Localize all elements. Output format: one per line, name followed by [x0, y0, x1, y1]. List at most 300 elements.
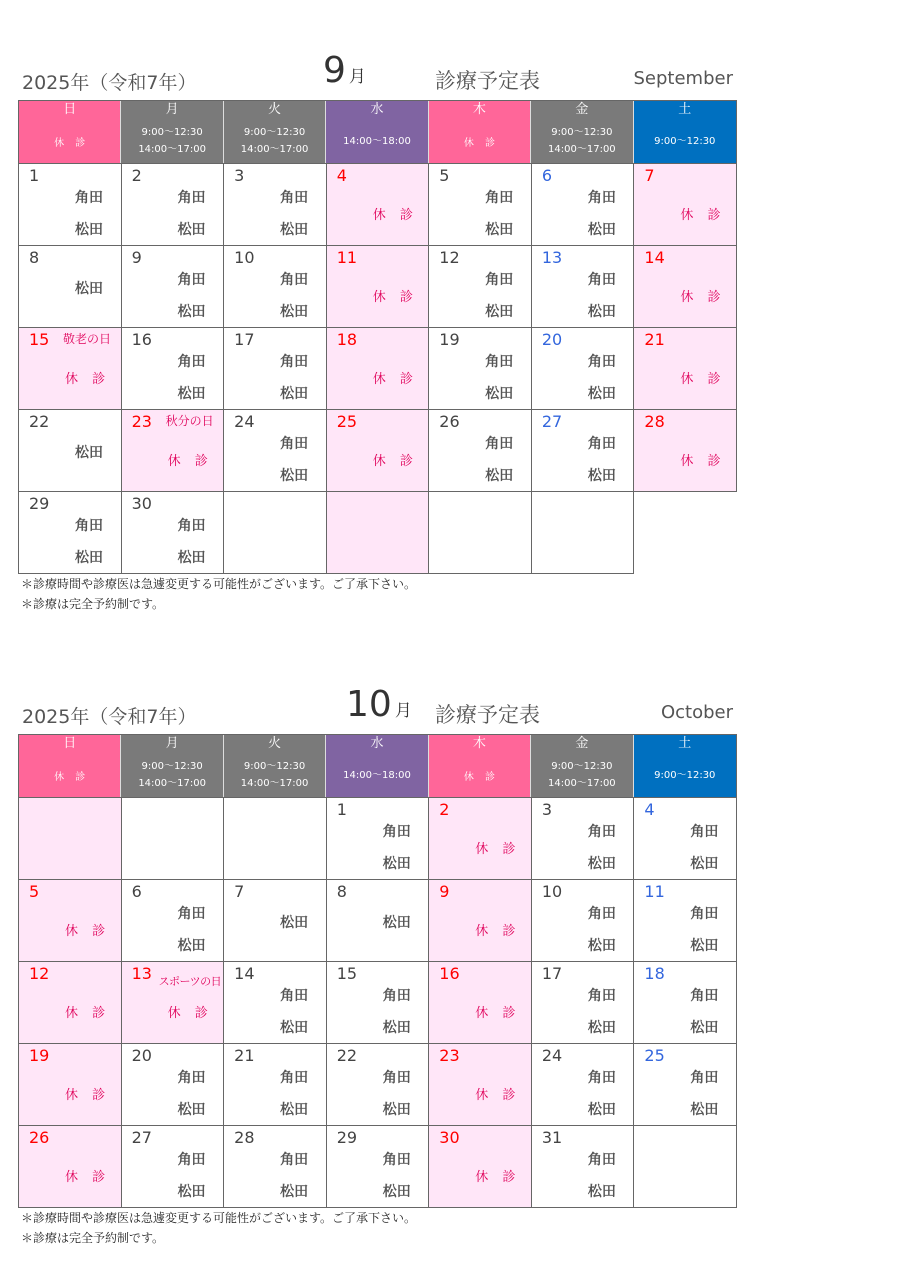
doctor-list: [383, 1144, 411, 1208]
day-cell: [532, 246, 635, 328]
calendar-september: [18, 40, 737, 614]
day-cell: [122, 962, 225, 1044]
weekday-hours: [224, 119, 325, 163]
doctor-name: 角田: [587, 1152, 616, 1168]
closed-label: 休 診: [372, 208, 418, 223]
day-cell: [122, 1044, 225, 1126]
doctor-name: 松田: [280, 915, 309, 931]
day-cell: [19, 880, 122, 962]
weekday-name: 金: [575, 102, 589, 117]
day-number: 28: [644, 412, 665, 431]
day-cell: [224, 1126, 327, 1208]
doctor-name: 松田: [177, 222, 206, 238]
doctor-list: [588, 898, 616, 962]
day-number: 12: [29, 964, 50, 983]
day-number: 28: [234, 1128, 255, 1147]
closed-label: 休 診: [680, 372, 726, 387]
day-number: 16: [439, 964, 460, 983]
doctor-name: 松田: [587, 386, 616, 402]
day-number: 11: [336, 248, 358, 267]
day-number: 30: [131, 494, 152, 513]
day-number: 16: [131, 330, 152, 349]
day-number: 7: [234, 882, 245, 901]
weekday-name: 月: [165, 102, 179, 117]
doctor-list: [280, 1062, 308, 1126]
hours-range: 9:00～12:30: [654, 135, 716, 147]
day-number: 15: [29, 330, 50, 349]
month-suffix: 月: [348, 67, 366, 87]
day-cell: [532, 410, 635, 492]
day-cell: [19, 1044, 122, 1126]
weekday-name: 木: [472, 102, 486, 117]
weekday-closed: 休 診: [54, 771, 90, 783]
day-cell: [122, 246, 225, 328]
doctor-list: [280, 182, 308, 246]
closed-label: 休 診: [372, 454, 418, 469]
empty-cell: [122, 798, 225, 880]
day-cell: [224, 164, 327, 246]
day-cell: [19, 328, 122, 410]
doctor-name: 松田: [382, 1020, 411, 1036]
weekday-hours: [634, 753, 736, 797]
note-reservation: ＊診療は完全予約制です。: [21, 597, 165, 611]
doctor-name: 松田: [587, 304, 616, 320]
doctor-name: 角田: [280, 354, 309, 370]
weekday-header-2: [224, 735, 326, 797]
day-number: 7: [644, 166, 655, 185]
month-number: 10: [346, 684, 392, 725]
calendar-october: [18, 674, 737, 1248]
doctor-name: 松田: [587, 1020, 616, 1036]
day-cell: [429, 1044, 532, 1126]
holiday-name: スポーツの日: [158, 975, 222, 988]
closed-label: 休 診: [65, 1088, 111, 1103]
day-number: 17: [234, 330, 255, 349]
day-number: 10: [541, 882, 563, 901]
hours-range: 14:00～17:00: [548, 144, 616, 155]
day-grid: [18, 797, 737, 1208]
hours-range: 9:00～12:30: [141, 127, 203, 138]
day-number: 14: [234, 964, 255, 983]
doctor-name: 松田: [690, 1102, 719, 1118]
doctor-name: 角田: [690, 1070, 719, 1086]
doctor-name: 松田: [587, 1102, 616, 1118]
day-cell: [429, 328, 532, 410]
closed-label: 休 診: [680, 290, 726, 305]
day-cell: [532, 798, 635, 880]
day-cell: [634, 962, 737, 1044]
doctor-list: [178, 346, 206, 410]
day-number: 29: [29, 494, 50, 513]
day-number: 20: [131, 1046, 152, 1065]
doctor-name: 角田: [75, 518, 103, 534]
doctor-name: 角田: [177, 1070, 206, 1086]
day-cell: [327, 962, 430, 1044]
weekday-name: 月: [165, 736, 179, 751]
doctor-name: 角田: [382, 1070, 411, 1086]
weekday-hours: [326, 753, 427, 797]
empty-cell: [532, 492, 635, 574]
holiday-name: 敬老の日: [63, 332, 112, 346]
holiday-name: 秋分の日: [165, 414, 214, 428]
day-number: 22: [336, 1046, 358, 1065]
hours-range: 14:00～17:00: [240, 778, 309, 789]
empty-cell: [224, 492, 327, 574]
day-number: 23: [439, 1046, 460, 1065]
closed-label: 休 診: [475, 1088, 521, 1103]
doctor-list: [178, 898, 206, 962]
doctor-list: [280, 980, 308, 1044]
closed-label: 休 診: [65, 924, 111, 939]
doctor-name: 松田: [177, 1102, 206, 1118]
day-number: 2: [439, 800, 450, 819]
doctor-list: [588, 346, 616, 410]
weekday-name: 土: [678, 102, 692, 117]
doctor-list: [280, 428, 308, 492]
day-number: 29: [336, 1128, 358, 1147]
day-number: 25: [644, 1046, 665, 1065]
doctor-name: 松田: [587, 856, 616, 872]
note-schedule-change: ＊診療時間や診療医は急遽変更する可能性がございます。ご了承下さい。: [21, 577, 417, 591]
doctor-name: 角田: [177, 272, 206, 288]
doctor-list: [485, 428, 513, 492]
day-number: 8: [29, 248, 40, 267]
day-number: 1: [336, 800, 347, 819]
doctor-name: 角田: [690, 988, 719, 1004]
doctor-list: [280, 907, 308, 939]
closed-label: 休 診: [475, 1006, 521, 1021]
empty-cell: [327, 492, 430, 574]
doctor-list: [178, 1062, 206, 1126]
hours-range: 9:00～12:30: [243, 761, 306, 772]
doctor-list: [178, 182, 206, 246]
day-cell: [532, 880, 635, 962]
weekday-header-5: [531, 735, 633, 797]
calendar-header: [18, 674, 737, 734]
weekday-header-6: [634, 101, 736, 163]
doctor-name: 角田: [587, 190, 616, 206]
doctor-name: 角田: [587, 272, 616, 288]
day-number: 21: [234, 1046, 255, 1065]
closed-label: 休 診: [65, 372, 111, 387]
doctor-name: 松田: [280, 304, 309, 320]
doctor-name: 角田: [587, 1070, 616, 1086]
doctor-name: 角田: [587, 906, 616, 922]
doctor-name: 角田: [280, 1070, 309, 1086]
weekday-header-0: [19, 101, 121, 163]
weekday-header-4: [429, 735, 531, 797]
closed-label: 休 診: [475, 1170, 521, 1185]
weekday-header-1: [121, 735, 223, 797]
doctor-list: [690, 898, 718, 962]
doctor-list: [75, 182, 103, 246]
doctor-name: 松田: [75, 281, 103, 297]
weekday-name: 火: [268, 736, 282, 751]
day-number: 19: [439, 330, 460, 349]
day-cell: [327, 1044, 430, 1126]
day-cell: [122, 1126, 225, 1208]
day-cell: [429, 246, 532, 328]
doctor-list: [75, 510, 103, 574]
weekday-header-5: [531, 101, 633, 163]
hours-range: 9:00～12:30: [141, 761, 203, 772]
day-cell: [122, 328, 225, 410]
doctor-list: [178, 510, 206, 574]
day-cell: [532, 962, 635, 1044]
doctor-name: 角田: [177, 1152, 206, 1168]
day-cell: [634, 410, 737, 492]
empty-cell: [19, 798, 122, 880]
day-number: 12: [439, 248, 460, 267]
doctor-name: 松田: [587, 1184, 616, 1200]
day-cell: [327, 328, 430, 410]
day-cell: [122, 410, 225, 492]
doctor-name: 角田: [280, 272, 309, 288]
day-cell: [532, 328, 635, 410]
year-label: 2025年（令和7年）: [22, 72, 197, 94]
doctor-list: [690, 980, 718, 1044]
doctor-list: [75, 437, 103, 469]
closed-label: 休 診: [167, 1006, 213, 1021]
doctor-list: [383, 980, 411, 1044]
doctor-name: 松田: [690, 856, 719, 872]
day-number: 3: [541, 800, 553, 819]
doctor-list: [383, 907, 411, 939]
day-cell: [634, 798, 737, 880]
doctor-name: 松田: [177, 550, 206, 566]
hours-range: 9:00～12:30: [551, 127, 613, 138]
day-number: 24: [234, 412, 255, 431]
doctor-name: 松田: [485, 468, 514, 484]
doctor-name: 松田: [382, 915, 411, 931]
day-cell: [634, 1044, 737, 1126]
hours-range: 9:00～12:30: [654, 769, 716, 781]
day-cell: [532, 1044, 635, 1126]
day-number: 31: [541, 1128, 563, 1147]
doctor-name: 角田: [280, 190, 309, 206]
month-english: October: [660, 702, 733, 723]
day-number: 6: [541, 166, 553, 185]
doctor-list: [383, 816, 411, 880]
doctor-name: 松田: [280, 1184, 309, 1200]
doctor-name: 角田: [177, 190, 206, 206]
day-number: 23: [131, 412, 152, 431]
day-number: 27: [541, 412, 563, 431]
month-english: September: [633, 68, 733, 89]
weekday-name: 水: [370, 736, 384, 751]
notes: [18, 1208, 737, 1248]
doctor-name: 角田: [177, 354, 206, 370]
weekday-name: 土: [678, 736, 692, 751]
weekday-hours: [634, 119, 736, 163]
day-cell: [327, 246, 430, 328]
day-number: 24: [541, 1046, 563, 1065]
doctor-name: 松田: [75, 550, 103, 566]
weekday-hours: [326, 119, 427, 163]
doctor-list: [690, 1062, 718, 1126]
empty-cell: [429, 492, 532, 574]
month-heading: [346, 684, 412, 725]
closed-label: 休 診: [65, 1006, 111, 1021]
day-number: 18: [644, 964, 665, 983]
day-number: 13: [131, 964, 152, 983]
hours-range: 14:00～17:00: [138, 778, 206, 789]
day-cell: [429, 880, 532, 962]
day-cell: [19, 246, 122, 328]
doctor-name: 角田: [280, 1152, 309, 1168]
doctor-list: [75, 273, 103, 305]
doctor-name: 角田: [177, 906, 206, 922]
day-cell: [19, 410, 122, 492]
doctor-list: [588, 1144, 616, 1208]
doctor-list: [485, 264, 513, 328]
note-reservation: ＊診療は完全予約制です。: [21, 1231, 165, 1245]
doctor-name: 松田: [177, 304, 206, 320]
day-number: 6: [131, 882, 142, 901]
hours-range: 9:00～12:30: [551, 761, 613, 772]
day-cell: [19, 962, 122, 1044]
day-cell: [122, 164, 225, 246]
doctor-name: 松田: [177, 386, 206, 402]
doctor-name: 角田: [485, 436, 514, 452]
weekday-name: 木: [472, 736, 486, 751]
doctor-name: 松田: [690, 1020, 719, 1036]
weekday-hours: [531, 119, 632, 163]
doctor-list: [383, 1062, 411, 1126]
weekday-name: 火: [268, 102, 282, 117]
day-number: 3: [234, 166, 245, 185]
day-cell: [327, 880, 430, 962]
doctor-name: 松田: [75, 222, 103, 238]
day-cell: [224, 246, 327, 328]
day-cell: [327, 164, 430, 246]
day-number: 4: [336, 166, 347, 185]
day-number: 17: [541, 964, 563, 983]
day-cell: [532, 164, 635, 246]
weekday-name: 日: [63, 736, 77, 751]
day-number: 5: [29, 882, 40, 901]
day-cell: [224, 880, 327, 962]
hours-range: 14:00～18:00: [343, 135, 411, 147]
doctor-name: 松田: [177, 1184, 206, 1200]
doctor-list: [588, 1062, 616, 1126]
day-number: 8: [336, 882, 347, 901]
day-number: 9: [131, 248, 142, 267]
day-number: 15: [336, 964, 358, 983]
doctor-list: [690, 816, 718, 880]
doctor-name: 角田: [485, 354, 514, 370]
closed-label: 休 診: [680, 208, 726, 223]
hours-range: 14:00～18:00: [343, 769, 411, 781]
day-cell: [634, 246, 737, 328]
doctor-list: [588, 428, 616, 492]
doctor-name: 角田: [75, 190, 103, 206]
doctor-name: 松田: [75, 445, 103, 461]
doctor-name: 角田: [280, 436, 309, 452]
doctor-list: [178, 264, 206, 328]
weekday-header-row: [18, 100, 737, 163]
day-cell: [122, 880, 225, 962]
doctor-name: 松田: [280, 468, 309, 484]
doctor-name: 松田: [485, 386, 514, 402]
doctor-list: [280, 346, 308, 410]
doctor-name: 松田: [485, 222, 514, 238]
day-cell: [634, 880, 737, 962]
notes: [18, 574, 737, 614]
doctor-list: [588, 182, 616, 246]
day-cell: [429, 164, 532, 246]
closed-label: 休 診: [372, 290, 418, 305]
day-cell: [19, 164, 122, 246]
doctor-name: 松田: [382, 856, 411, 872]
day-number: 22: [29, 412, 50, 431]
month-heading: [323, 50, 366, 91]
day-cell: [429, 1126, 532, 1208]
weekday-name: 水: [370, 102, 384, 117]
weekday-header-row: [18, 734, 737, 797]
doctor-list: [588, 816, 616, 880]
month-suffix: 月: [394, 701, 412, 721]
closed-label: 休 診: [680, 454, 726, 469]
doctor-name: 松田: [177, 938, 206, 954]
day-cell: [122, 492, 225, 574]
weekday-name: 金: [575, 736, 589, 751]
day-number: 25: [336, 412, 358, 431]
hours-range: 14:00～17:00: [138, 144, 206, 155]
day-cell: [19, 492, 122, 574]
weekday-hours: [531, 753, 632, 797]
year-label: 2025年（令和7年）: [22, 706, 197, 728]
day-grid: [18, 163, 737, 574]
empty-cell: [634, 1126, 737, 1208]
weekday-hours: [224, 753, 325, 797]
closed-label: 休 診: [475, 842, 521, 857]
day-cell: [429, 962, 532, 1044]
day-number: 11: [644, 882, 665, 901]
weekday-name: 日: [63, 102, 77, 117]
weekday-header-1: [121, 101, 223, 163]
doctor-name: 角田: [587, 436, 616, 452]
weekday-closed: 休 診: [54, 137, 90, 149]
weekday-header-4: [429, 101, 531, 163]
day-cell: [634, 164, 737, 246]
doctor-name: 角田: [587, 354, 616, 370]
hours-range: 14:00～17:00: [240, 144, 309, 155]
doctor-name: 松田: [280, 1102, 309, 1118]
doctor-name: 角田: [485, 272, 514, 288]
doctor-list: [588, 980, 616, 1044]
doctor-list: [588, 264, 616, 328]
doctor-name: 松田: [587, 468, 616, 484]
doctor-name: 角田: [690, 824, 719, 840]
schedule-title: 診療予定表: [435, 703, 540, 727]
closed-label: 休 診: [372, 372, 418, 387]
day-cell: [429, 798, 532, 880]
doctor-name: 松田: [280, 1020, 309, 1036]
doctor-list: [280, 264, 308, 328]
doctor-name: 松田: [280, 386, 309, 402]
day-number: 9: [439, 882, 450, 901]
note-schedule-change: ＊診療時間や診療医は急遽変更する可能性がございます。ご了承下さい。: [21, 1211, 417, 1225]
day-cell: [327, 798, 430, 880]
day-cell: [634, 328, 737, 410]
day-number: 20: [541, 330, 563, 349]
doctor-name: 角田: [485, 190, 514, 206]
doctor-name: 角田: [177, 518, 206, 534]
calendar-header: [18, 40, 737, 100]
doctor-name: 角田: [280, 988, 309, 1004]
day-cell: [224, 328, 327, 410]
